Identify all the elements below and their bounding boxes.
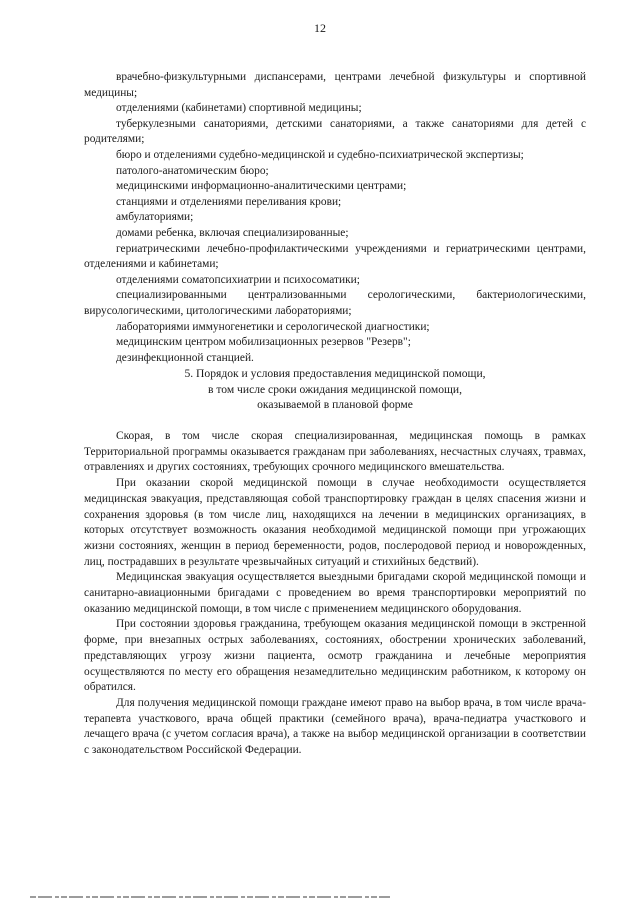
list-item: отделениями соматопсихиатрии и психосоматики;	[116, 273, 360, 286]
list-item: врачебно-физкультурными диспансерами, центрами лечебной физкультуры и спортивной медицины;	[84, 71, 586, 99]
list-item: отделениями (кабинетами) спортивной медицины;	[116, 102, 362, 115]
list-item: гериатрическими лечебно-профилактическими учреждениями и гериатрическими центрами, отделениями и кабинетами;	[84, 242, 586, 271]
section-heading-line: 5. Порядок и условия предоставления медицинской помощи,	[184, 367, 486, 380]
section-heading-line: оказываемой в плановой форме	[257, 398, 413, 412]
section-heading	[84, 366, 586, 413]
paragraph-emergency-form: При состоянии здоровья гражданина, требующем оказания медицинской помощи в экстренной форме, при внезапных острых заболеваниях, состояниях, обострении хронических заболеваний, представляющих угрозу жизни пациента, осмотр гражданина и лечебные мероприятия осуществляются по месту его обращения незамедлительно медицинским работником, к которому он обратился.	[84, 618, 586, 694]
list-item: медицинским центром мобилизационных резервов "Резерв";	[116, 336, 411, 349]
section-heading-line: в том числе сроки ожидания медицинской помощи,	[207, 382, 463, 396]
list-item: амбулаториями;	[116, 211, 194, 224]
list-item: патолого-анатомическим бюро;	[116, 164, 269, 177]
list-item: специализированными централизованными серологическими, бактериологическими, вирусологическими, цитологическими лабораториями;	[84, 289, 586, 317]
paragraph-medical-evacuation: При оказании скорой медицинской помощи в случае необходимости осуществляется медицинская эвакуация, представляющая собой транспортировку граждан в целях спасения жизни и сохранения здоровья (в том числе лиц, находящихся на лечении в медицинских организациях, в которых отсутствует возможность оказания необходимой медицинской помощи при угрожающих жизни состояниях, женщин в период беременности, родов, послеродовой период и новорожденных, лиц, пострадавших в результате чрезвычайных ситуаций и стихийных бедствий).	[84, 477, 586, 568]
facility-list	[84, 70, 586, 366]
list-item: бюро и отделениями судебно-медицинской и судебно-психиатрической экспертизы;	[116, 148, 524, 161]
paragraph-emergency-care: Скорая, в том числе скорая специализированная, медицинская помощь в рамках Территориальной программы оказывается гражданам при заболеваниях, несчастных случаях, травмах, отравлениях и других состояниях, требующих срочного медицинского вмешательства.	[84, 430, 586, 474]
list-item: дезинфекционной станцией.	[116, 351, 254, 364]
paragraph-evacuation-teams: Медицинская эвакуация осуществляется выездными бригадами скорой медицинской помощи и санитарно-авиационными бригадами с проведением во время транспортировки мероприятий по оказанию медицинской помощи, в том числе с применением медицинского оборудования.	[84, 571, 586, 615]
section-body	[84, 429, 586, 759]
list-item: туберкулезными санаториями, детскими санаториями, а также санаториями для детей с родителями;	[84, 117, 586, 146]
list-item: лабораториями иммуногенетики и серологической диагностики;	[116, 320, 430, 333]
scan-artifact-line	[30, 896, 390, 898]
paragraph-choice-of-doctor: Для получения медицинской помощи граждане имеют право на выбор врача, в том числе врача-терапевта участкового, врача общей практики (семейного врача), врача-педиатра участкового и лечащего врача (с учетом согласия врача), а также на выбор медицинской организации в соответствии с законодательством Российской Федерации.	[84, 696, 586, 757]
list-item: медицинскими информационно-аналитическими центрами;	[116, 180, 407, 193]
list-item: станциями и отделениями переливания крови;	[116, 195, 342, 208]
page-number: 12	[314, 21, 326, 35]
list-item: домами ребенка, включая специализированные;	[116, 226, 349, 239]
